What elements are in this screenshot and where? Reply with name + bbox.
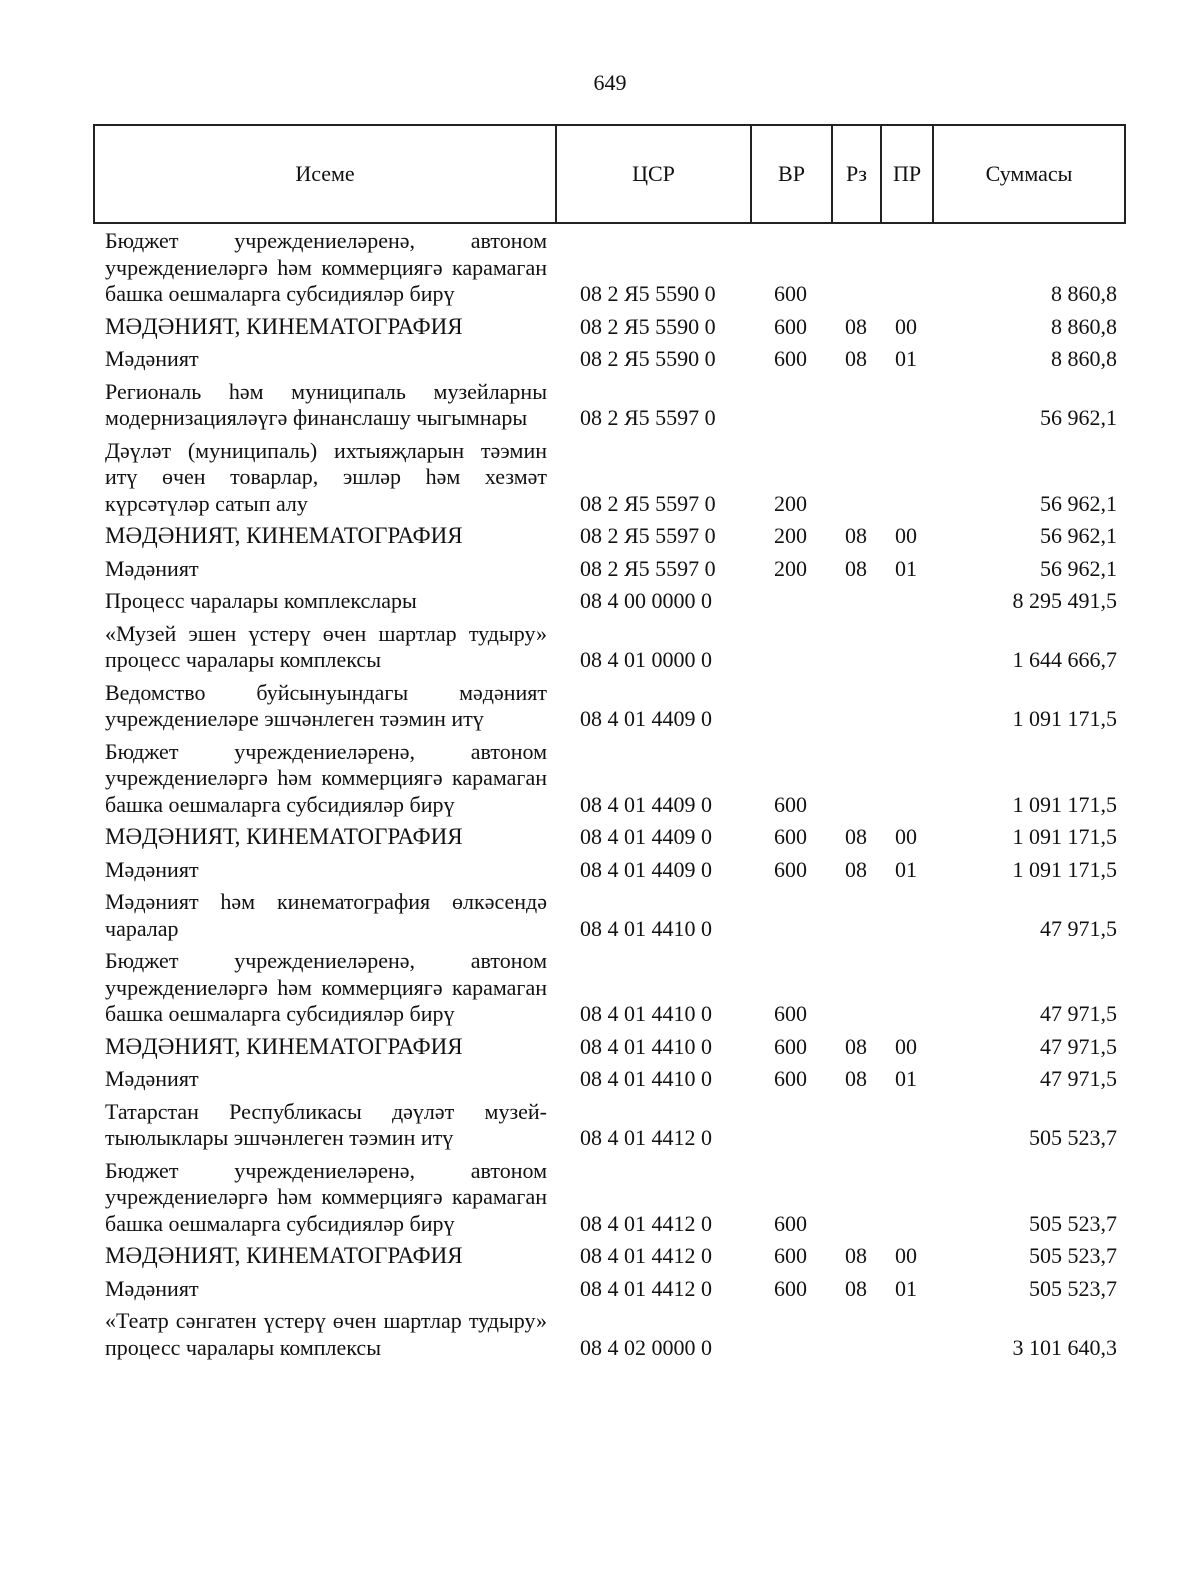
table-row (0, 1066, 1200, 1093)
table-row (0, 857, 1200, 884)
header-rz: Рз (833, 126, 882, 222)
cell-sum: 1 091 171,5 (1012, 824, 1117, 849)
cell-sum: 505 523,7 (1029, 1210, 1117, 1236)
cell-vr: 600 (774, 1001, 807, 1026)
table-row (0, 824, 1200, 851)
cell-name: МӘДӘНИЯТ, КИНЕМАТОГРАФИЯ (105, 523, 463, 548)
cell-sum: 56 962,1 (1040, 405, 1117, 430)
cell-sum: 47 971,5 (1040, 1033, 1117, 1059)
cell-sum: 56 962,1 (1040, 490, 1117, 516)
table-row (0, 739, 1200, 819)
table-row (0, 438, 1200, 518)
table-row (0, 680, 1200, 733)
cell-pr: 01 (895, 1066, 917, 1091)
cell-csr: 08 4 01 0000 0 (580, 647, 712, 672)
table-row (0, 621, 1200, 674)
cell-csr: 08 2 Я5 5597 0 (580, 490, 716, 516)
cell-pr: 01 (895, 856, 917, 882)
cell-sum: 47 971,5 (1040, 1066, 1117, 1091)
cell-sum: 56 962,1 (1040, 555, 1117, 581)
cell-csr: 08 4 01 4409 0 (580, 791, 712, 817)
cell-csr: 08 2 Я5 5590 0 (580, 313, 716, 339)
cell-name: Мәдәният (105, 555, 199, 581)
cell-rz: 08 (845, 346, 867, 371)
cell-name: «Музей эшен үстерү өчен шартлар тудыру» процесс чаралары комплексы (105, 620, 547, 672)
cell-pr: 01 (895, 1275, 917, 1301)
cell-sum: 1 091 171,5 (1012, 856, 1117, 882)
cell-sum: 505 523,7 (1029, 1125, 1117, 1150)
table-row (0, 1308, 1200, 1361)
cell-pr: 00 (895, 313, 917, 339)
table-row (0, 346, 1200, 373)
table-row (0, 314, 1200, 341)
cell-vr: 600 (774, 1033, 807, 1059)
header-name: Исеме (95, 126, 557, 222)
header-csr: ЦСР (557, 126, 752, 222)
cell-sum: 1 091 171,5 (1012, 706, 1117, 731)
cell-csr: 08 2 Я5 5590 0 (580, 281, 716, 306)
cell-sum: 47 971,5 (1040, 1001, 1117, 1026)
cell-csr: 08 4 01 4410 0 (580, 1066, 712, 1091)
cell-name: Мәдәният (105, 1066, 199, 1091)
cell-name: Мәдәният (105, 856, 199, 882)
cell-rz: 08 (845, 1275, 867, 1301)
cell-vr: 600 (774, 1066, 807, 1091)
cell-vr: 600 (774, 856, 807, 882)
table-row (0, 379, 1200, 432)
cell-sum: 8 860,8 (1051, 346, 1117, 371)
cell-vr: 200 (774, 523, 807, 548)
cell-csr: 08 4 01 4409 0 (580, 824, 712, 849)
cell-csr: 08 4 02 0000 0 (580, 1334, 712, 1360)
cell-csr: 08 4 01 4410 0 (580, 1001, 712, 1026)
cell-csr: 08 4 01 4410 0 (580, 1033, 712, 1059)
cell-csr: 08 2 Я5 5597 0 (580, 555, 716, 581)
cell-rz: 08 (845, 1066, 867, 1091)
cell-rz: 08 (845, 555, 867, 581)
cell-csr: 08 4 01 4409 0 (580, 856, 712, 882)
cell-vr: 600 (774, 1243, 807, 1268)
cell-name: Дәүләт (муниципаль) ихтыяҗларын тәэмин итү өчен товарлар, эшләр һәм хезмәт күрсәтүләр сатып алу (105, 437, 547, 516)
cell-sum: 1 091 171,5 (1012, 791, 1117, 817)
table-row (0, 1276, 1200, 1303)
cell-name: Ведомство буйсынуындагы мәдәният учреждениеләре эшчәнлеген тәэмин итү (105, 679, 547, 731)
header-sum: Суммасы (985, 161, 1073, 186)
table-body (0, 228, 1200, 1367)
cell-csr: 08 2 Я5 5590 0 (580, 346, 716, 371)
cell-rz: 08 (845, 1243, 867, 1268)
cell-csr: 08 2 Я5 5597 0 (580, 405, 716, 430)
cell-csr: 08 4 01 4412 0 (580, 1275, 712, 1301)
cell-vr: 600 (774, 1210, 807, 1236)
cell-name: Мәдәният һәм кинематография өлкәсендә чаралар (105, 889, 547, 941)
cell-csr: 08 4 01 4412 0 (580, 1125, 712, 1150)
header-pr: ПР (882, 126, 934, 222)
cell-name: МӘДӘНИЯТ, КИНЕМАТОГРАФИЯ (105, 1033, 463, 1059)
cell-name: МӘДӘНИЯТ, КИНЕМАТОГРАФИЯ (105, 313, 463, 339)
cell-csr: 08 4 01 4412 0 (580, 1243, 712, 1268)
cell-rz: 08 (845, 856, 867, 882)
cell-pr: 00 (895, 824, 917, 849)
cell-name: МӘДӘНИЯТ, КИНЕМАТОГРАФИЯ (105, 1243, 463, 1268)
cell-vr: 600 (774, 346, 807, 371)
cell-pr: 00 (895, 1033, 917, 1059)
cell-sum: 505 523,7 (1029, 1275, 1117, 1301)
cell-vr: 600 (774, 824, 807, 849)
cell-vr: 600 (774, 281, 807, 306)
cell-csr: 08 2 Я5 5597 0 (580, 523, 716, 548)
cell-name: Бюджет учреждениеләренә, автоном учреждениеләргә һәм коммерциягә карамаган башка оешмаларга субсидияләр бирү (105, 738, 547, 817)
cell-sum: 1 644 666,7 (1012, 647, 1117, 672)
cell-vr: 200 (774, 555, 807, 581)
cell-vr: 200 (774, 490, 807, 516)
table-row (0, 523, 1200, 550)
cell-name: «Театр сәнгатен үстерү өчен шартлар тудыру» процесс чаралары комплексы (105, 1308, 547, 1360)
table-row (0, 889, 1200, 942)
cell-name: Региональ һәм муниципаль музейларны модернизацияләүгә финанслашу чыгымнары (105, 378, 547, 430)
cell-pr: 00 (895, 523, 917, 548)
page-number: 649 (593, 70, 627, 95)
header-vr: ВР (752, 126, 833, 222)
cell-vr: 600 (774, 1275, 807, 1301)
cell-csr: 08 4 01 4409 0 (580, 706, 712, 731)
table-header (93, 124, 1126, 224)
cell-sum: 3 101 640,3 (1012, 1334, 1117, 1360)
cell-sum: 8 295 491,5 (1012, 588, 1117, 613)
cell-csr: 08 4 00 0000 0 (580, 588, 712, 613)
cell-pr: 01 (895, 346, 917, 371)
cell-sum: 47 971,5 (1040, 915, 1117, 941)
cell-name: Бюджет учреждениеләренә, автоном учреждениеләргә һәм коммерциягә карамаган башка оешмаларга субсидияләр бирү (105, 1157, 547, 1236)
cell-name: Бюджет учреждениеләренә, автоном учреждениеләргә һәм коммерциягә карамаган башка оешмаларга субсидияләр бирү (105, 948, 547, 1026)
cell-rz: 08 (845, 1033, 867, 1059)
cell-sum: 505 523,7 (1029, 1243, 1117, 1268)
cell-name: Процесс чаралары комплекслары (105, 588, 417, 613)
table-row (0, 1158, 1200, 1238)
cell-sum: 8 860,8 (1051, 281, 1117, 306)
cell-rz: 08 (845, 523, 867, 548)
table-row (0, 1099, 1200, 1152)
cell-vr: 600 (774, 791, 807, 817)
cell-name: Бюджет учреждениеләренә, автоном учреждениеләргә һәм коммерциягә карамаган башка оешмаларга субсидияләр бирү (105, 228, 547, 306)
cell-name: Мәдәният (105, 346, 199, 371)
cell-csr: 08 4 01 4412 0 (580, 1210, 712, 1236)
cell-name: Мәдәният (105, 1275, 199, 1301)
table-row (0, 948, 1200, 1028)
cell-csr: 08 4 01 4410 0 (580, 915, 712, 941)
cell-sum: 8 860,8 (1051, 313, 1117, 339)
table-row (0, 228, 1200, 308)
table-row (0, 588, 1200, 615)
table-row (0, 556, 1200, 583)
cell-vr: 600 (774, 313, 807, 339)
table-row (0, 1034, 1200, 1061)
cell-name: Татарстан Республикасы дәүләт музей-тыюлыклары эшчәнлеген тәэмин итү (105, 1098, 547, 1150)
cell-rz: 08 (845, 313, 867, 339)
table-row (0, 1243, 1200, 1270)
cell-sum: 56 962,1 (1040, 523, 1117, 548)
cell-name: МӘДӘНИЯТ, КИНЕМАТОГРАФИЯ (105, 824, 463, 849)
cell-pr: 00 (895, 1243, 917, 1268)
cell-pr: 01 (895, 555, 917, 581)
cell-rz: 08 (845, 824, 867, 849)
